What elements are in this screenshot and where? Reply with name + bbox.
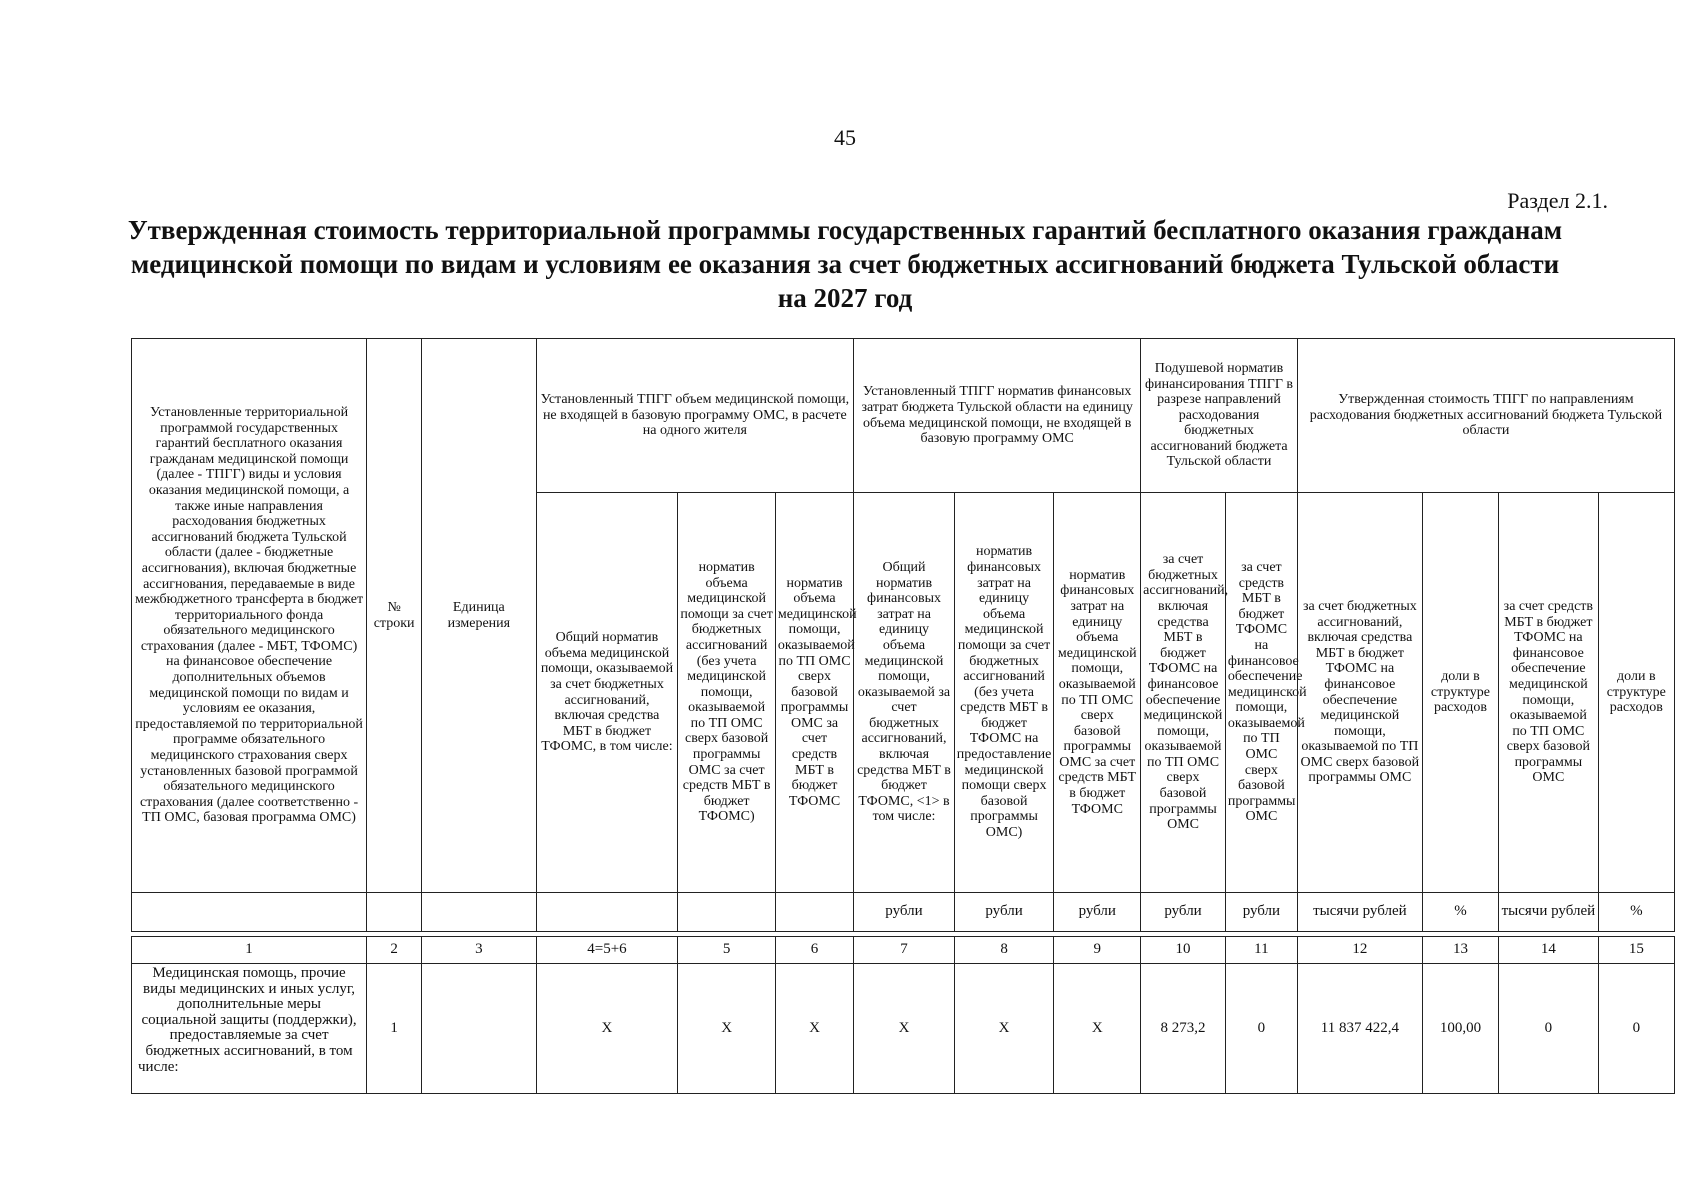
page-number: 45 — [834, 125, 856, 150]
header-col3: Единица измерения — [422, 339, 536, 893]
header-col4: Общий норматив объема медицинской помощи, оказываемой за счет бюджетных ассигнований, включая средства МБТ в бюджет ТФОМС, в том числе: — [536, 493, 678, 893]
unit-cell: рубли — [1054, 893, 1141, 932]
header-col11: за счет средств МБТ в бюджет ТФОМС на финансовое обеспечение медицинской помощи, оказываемой по ТП ОМС сверх базовой программы ОМС — [1225, 493, 1297, 893]
unit-cell — [775, 893, 853, 932]
header-col5: норматив объема медицинской помощи за счет бюджетных ассигнований (без учета медицинской помощи, оказываемой по ТП ОМС сверх базовой программы ОМС за счет средств МБТ в бюджет ТФОМС) — [678, 493, 775, 893]
column-number: 7 — [854, 937, 955, 964]
row-cell: X — [854, 964, 955, 1094]
unit-cell: рубли — [954, 893, 1054, 932]
units-row — [132, 893, 1675, 932]
section-label: Раздел 2.1. — [1507, 188, 1608, 213]
row-cell: 0 — [1598, 964, 1674, 1094]
column-number: 11 — [1225, 937, 1297, 964]
column-number: 1 — [132, 937, 367, 964]
column-number: 14 — [1499, 937, 1599, 964]
column-number: 5 — [678, 937, 775, 964]
row-cell: X — [1054, 964, 1141, 1094]
column-number: 12 — [1297, 937, 1422, 964]
header-group-cost-norm: Установленный ТПГГ норматив финансовых затрат бюджета Тульской области на единицу объема медицинской помощи, не входящей в базовую программу ОМС — [854, 339, 1141, 493]
row-cell: X — [536, 964, 678, 1094]
column-number: 3 — [422, 937, 536, 964]
row-name: Медицинская помощь, прочие виды медицинских и иных услуг, дополнительные меры социальной защиты (поддержки), предоставляемые за счет бюджетных ассигнований, в том числе: — [132, 964, 367, 1094]
row-cell: 1 — [367, 964, 422, 1094]
unit-cell: % — [1422, 893, 1498, 932]
header-col12: за счет бюджетных ассигнований, включая средства МБТ в бюджет ТФОМС на финансовое обеспечение медицинской помощи, оказываемой по ТП ОМС сверх базовой программы ОМС — [1297, 493, 1422, 893]
cost-table — [131, 338, 1675, 1094]
row-cell: X — [678, 964, 775, 1094]
header-col13: доли в структуре расходов — [1422, 493, 1498, 893]
unit-cell: % — [1598, 893, 1674, 932]
row-cell: 11 837 422,4 — [1297, 964, 1422, 1094]
header-group-volume: Установленный ТПГГ объем медицинской помощи, не входящей в базовую программу ОМС, в расчете на одного жителя — [536, 339, 854, 493]
column-number: 15 — [1598, 937, 1674, 964]
header-col14: за счет средств МБТ в бюджет ТФОМС на финансовое обеспечение медицинской помощи, оказываемой по ТП ОМС сверх базовой программы ОМС — [1499, 493, 1599, 893]
unit-cell: рубли — [1225, 893, 1297, 932]
header-col9: норматив финансовых затрат на единицу объема медицинской помощи, оказываемой по ТП ОМС сверх базовой программы ОМС за счет средств МБТ в бюджет ТФОМС — [1054, 493, 1141, 893]
unit-cell — [536, 893, 678, 932]
header-col15: доли в структуре расходов — [1598, 493, 1674, 893]
unit-cell — [678, 893, 775, 932]
column-number: 2 — [367, 937, 422, 964]
unit-cell — [422, 893, 536, 932]
column-number: 13 — [1422, 937, 1498, 964]
unit-cell: тысячи рублей — [1499, 893, 1599, 932]
column-number: 6 — [775, 937, 853, 964]
table-row — [132, 964, 1675, 1094]
row-cell: 100,00 — [1422, 964, 1498, 1094]
header-col6: норматив объема медицинской помощи, оказываемой по ТП ОМС сверх базовой программы ОМС за счет средств МБТ в бюджет ТФОМС — [775, 493, 853, 893]
unit-cell: рубли — [854, 893, 955, 932]
unit-cell — [132, 893, 367, 932]
page-title: Утвержденная стоимость территориальной программы государственных гарантий бесплатного оказания гражданам медицинской помощи по видам и условиям ее оказания за счет бюджетных ассигнований бюджета Тульской области на 2027 год — [127, 215, 1563, 313]
column-number: 10 — [1141, 937, 1226, 964]
row-cell: 0 — [1225, 964, 1297, 1094]
header-col8: норматив финансовых затрат на единицу объема медицинской помощи за счет бюджетных ассигнований (без учета средств МБТ в бюджет ТФОМС на предоставление медицинской помощи сверх базовой программы ОМС) — [954, 493, 1054, 893]
row-cell: X — [775, 964, 853, 1094]
header-col7: Общий норматив финансовых затрат на единицу объема медицинской помощи, оказываемой за счет бюджетных ассигнований, включая средства МБТ в бюджет ТФОМС, <1> в том числе: — [854, 493, 955, 893]
column-number: 9 — [1054, 937, 1141, 964]
unit-cell — [367, 893, 422, 932]
column-numbers-row — [132, 937, 1675, 964]
column-number: 8 — [954, 937, 1054, 964]
unit-cell: рубли — [1141, 893, 1226, 932]
header-group-per-capita: Подушевой норматив финансирования ТПГГ в разрезе направлений расходования бюджетных ассигнований бюджета Тульской области — [1141, 339, 1298, 493]
unit-cell: тысячи рублей — [1297, 893, 1422, 932]
row-cell — [422, 964, 536, 1094]
row-cell: X — [954, 964, 1054, 1094]
header-col1: Установленные территориальной программой государственных гарантий бесплатного оказания гражданам медицинской помощи (далее - ТПГГ) виды и условия оказания медицинской помощи, а также иные направления расходования бюджетных ассигнований бюджета Тульской области (далее - бюджетные ассигнования), включая бюджетные ассигнования, передаваемые в виде межбюджетного трансферта в бюджет территориального фонда обязательного медицинского страхования (далее - МБТ, ТФОМС) на финансовое обеспечение дополнительных объемов медицинской помощи по видам и условиям ее оказания, предоставляемой по территориальной программе обязательного медицинского страхования сверх установленных базовой программой обязательного медицинского страхования (далее соответственно - ТП ОМС, базовая программа ОМС) — [132, 339, 367, 893]
row-cell: 0 — [1499, 964, 1599, 1094]
header-col10: за счет бюджетных ассигнований, включая средства МБТ в бюджет ТФОМС на финансовое обеспечение медицинской помощи, оказываемой по ТП ОМС сверх базовой программы ОМС — [1141, 493, 1226, 893]
header-group-approved-cost: Утвержденная стоимость ТПГГ по направлениям расходования бюджетных ассигнований бюджета Тульской области — [1297, 339, 1674, 493]
column-number: 4=5+6 — [536, 937, 678, 964]
row-cell: 8 273,2 — [1141, 964, 1226, 1094]
header-col2: № строки — [367, 339, 422, 893]
